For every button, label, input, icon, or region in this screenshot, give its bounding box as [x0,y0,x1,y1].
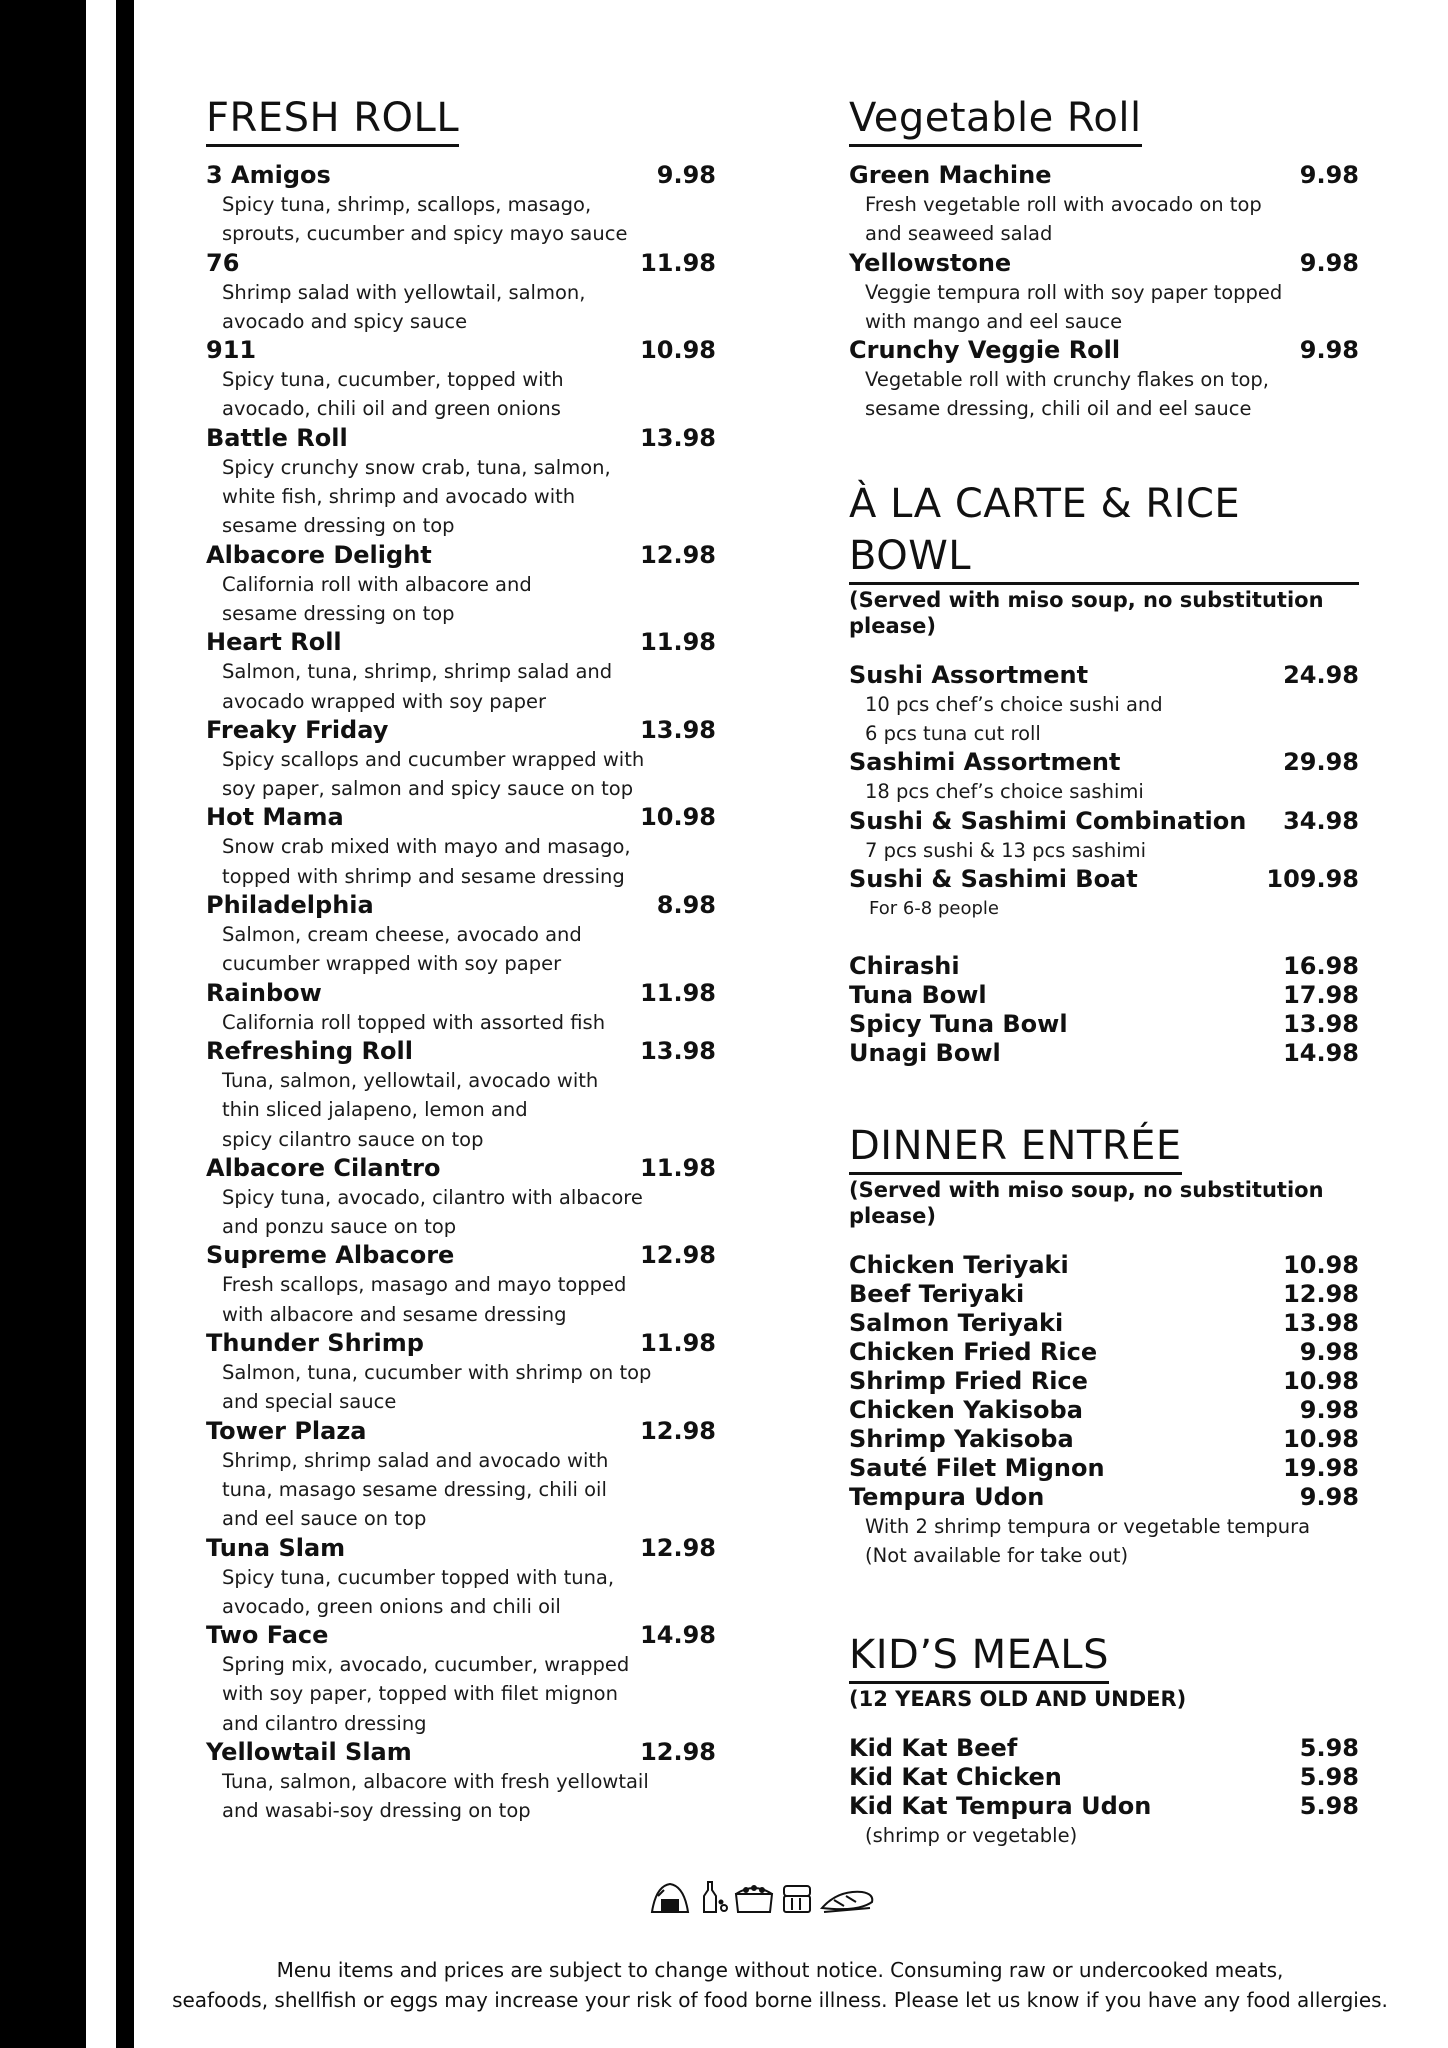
menu-item-description: tuna, masago sesame dressing, chili oil [222,1477,607,1501]
menu-item-description: avocado wrapped with soy paper [222,689,546,713]
menu-item-description: avocado and spicy sauce [222,309,468,333]
menu-item-row [206,541,716,570]
menu-item-name: Crunchy Veggie Roll [849,336,1121,365]
menu-item-price: 109.98 [1266,864,1359,893]
spacer [849,424,1359,478]
menu-item [206,1241,716,1329]
menu-item-price: 10.98 [640,336,716,365]
menu-item-name: Shrimp Fried Rice [849,1366,1088,1395]
spacer [849,1068,1359,1120]
menu-item-name: Kid Kat Tempura Udon [849,1791,1152,1820]
left-column [206,92,716,1826]
menu-item-row [849,1309,1359,1338]
menu-item [206,1037,716,1154]
menu-item-price: 13.98 [1283,1308,1359,1337]
fresh-roll-list [206,161,716,1826]
menu-item [206,249,716,337]
menu-item [849,1425,1359,1454]
kids-meals-header [849,1629,1359,1712]
menu-item-row [849,1763,1359,1792]
menu-item-row [206,1037,716,1066]
menu-item-description: Shrimp, shrimp salad and avocado with [222,1448,609,1472]
menu-item-row [849,981,1359,1010]
menu-item-description: avocado, green onions and chili oil [222,1594,561,1618]
menu-item [206,716,716,804]
menu-item [206,336,716,424]
menu-item-name: Refreshing Roll [206,1036,413,1065]
menu-item-note: For 6-8 people [869,897,999,919]
menu-item-row [849,1734,1359,1763]
menu-item-name: Chicken Fried Rice [849,1337,1098,1366]
menu-item-description: sprouts, cucumber and spicy mayo sauce [222,222,628,246]
kids-meals-list [849,1734,1359,1850]
fresh-roll-title: FRESH ROLL [206,92,459,147]
menu-item-description: Spicy tuna, shrimp, scallops, masago, [222,193,592,216]
menu-item [849,748,1359,806]
menu-item-name: Thunder Shrimp [206,1329,424,1358]
soy-sauce-bottle-icon [704,1882,727,1912]
menu-item-price: 11.98 [640,978,716,1007]
kids-meals-title: KID’S MEALS [849,1629,1109,1684]
decorative-left-stripe [0,0,86,2048]
menu-item-name: Beef Teriyaki [849,1279,1025,1308]
menu-item-row [849,161,1359,190]
vegetable-roll-title: Vegetable Roll [849,92,1142,147]
menu-item-price: 13.98 [640,423,716,452]
menu-item-description: soy paper, salmon and spicy sauce on top [222,777,634,801]
menu-item-name: Sushi & Sashimi Boat [849,864,1138,893]
menu-item [849,1734,1359,1763]
menu-item-row [206,336,716,365]
menu-item-price: 12.98 [1283,1279,1359,1308]
menu-item-name: Kid Kat Beef [849,1733,1018,1762]
menu-item-price: 9.98 [656,161,716,189]
menu-item-name: Heart Roll [206,628,342,657]
menu-item-price: 14.98 [640,1621,716,1650]
menu-item-description: avocado, chili oil and green onions [222,397,561,421]
menu-item-description: Salmon, tuna, shrimp, shrimp salad and [222,660,613,684]
menu-item-name: Spicy Tuna Bowl [849,1009,1068,1038]
menu-item-row [206,249,716,278]
menu-item [206,979,716,1037]
menu-item-price: 12.98 [640,540,716,569]
menu-item-name: Tower Plaza [206,1416,367,1445]
menu-item-name: Tempura Udon [849,1482,1045,1511]
food-icons-row [648,1878,918,1918]
menu-item [849,1483,1359,1571]
menu-item-name: Albacore Cilantro [206,1153,441,1182]
menu-item [206,541,716,629]
vegetable-roll-header [849,92,1359,147]
menu-item-row [206,891,716,920]
menu-item-description: Spicy tuna, avocado, cilantro with albacore [222,1185,643,1209]
menu-item-price: 14.98 [1283,1038,1359,1067]
menu-item-description: white fish, shrimp and avocado with [222,485,576,509]
menu-item [206,891,716,979]
menu-item-name: Unagi Bowl [849,1038,1001,1067]
bento-box-icon [784,1886,810,1912]
a-la-carte-sushi-list [849,661,1359,924]
menu-item [849,161,1359,249]
menu-item-row [849,661,1359,690]
menu-item-price: 12.98 [640,1241,716,1270]
menu-item-description: and cilantro dressing [222,1711,427,1735]
menu-item-description: sesame dressing on top [222,514,455,538]
menu-item-name: Yellowstone [849,248,1012,277]
spacer [849,1571,1359,1629]
menu-item-name: Tuna Slam [206,1533,346,1562]
menu-item-description: 10 pcs chef’s choice sushi and [865,692,1163,716]
menu-item-description: and eel sauce on top [222,1507,427,1531]
menu-item-description: with albacore and sesame dressing [222,1302,567,1326]
a-la-carte-subtitle: (Served with miso soup, no substitution please) [849,587,1324,638]
menu-item-row [849,249,1359,278]
menu-item-price: 13.98 [1283,1009,1359,1038]
menu-item-description: Spicy tuna, cucumber, topped with [222,368,564,392]
menu-item-price: 12.98 [640,1737,716,1766]
menu-item [849,865,1359,924]
menu-item-price: 13.98 [640,715,716,744]
food-icons-svg [648,1878,918,1918]
menu-item-row [206,1417,716,1446]
menu-item [849,1338,1359,1367]
menu-item [206,803,716,891]
menu-item-description: (shrimp or vegetable) [865,1823,1078,1847]
menu-item-price: 17.98 [1283,980,1359,1009]
menu-item-row [206,161,716,190]
onigiri-icon [652,1884,688,1912]
menu-item-name: Tuna Bowl [849,980,987,1009]
menu-item-price: 9.98 [1299,248,1359,277]
menu-item-price: 11.98 [640,1329,716,1358]
menu-item [849,249,1359,337]
menu-item-name: Philadelphia [206,891,374,920]
disclaimer-line: seafoods, shellfish or eggs may increase your risk of food borne illness. Please let us know if you have any food allergies. [172,1988,1388,2012]
dinner-entree-subtitle: (Served with miso soup, no substitution please) [849,1177,1324,1228]
menu-item-row [206,1329,716,1358]
menu-item-name: 911 [206,336,257,365]
menu-item-description: sesame dressing on top [222,601,455,625]
menu-item-price: 9.98 [1299,1482,1359,1511]
menu-item-row [849,952,1359,981]
menu-item-row [206,424,716,453]
menu-item-description: thin sliced jalapeno, lemon and [222,1098,528,1122]
menu-item [849,1039,1359,1068]
menu-item-price: 29.98 [1283,748,1359,777]
menu-item-name: 3 Amigos [206,161,331,189]
menu-item-price: 11.98 [640,248,716,277]
menu-item-price: 9.98 [1299,1337,1359,1366]
menu-item [849,1792,1359,1850]
menu-item [849,1454,1359,1483]
menu-item-description: Spicy tuna, cucumber topped with tuna, [222,1565,615,1589]
menu-item-description: sesame dressing, chili oil and eel sauce [865,397,1252,421]
menu-item [849,952,1359,981]
menu-item-price: 5.98 [1299,1791,1359,1820]
a-la-carte-title: À LA CARTE & RICE BOWL [849,478,1359,585]
menu-item [206,628,716,716]
menu-item-name: Sushi & Sashimi Combination [849,806,1247,835]
menu-item-name: Chicken Teriyaki [849,1250,1069,1279]
menu-item-price: 5.98 [1299,1733,1359,1762]
menu-item-description: Salmon, tuna, cucumber with shrimp on top [222,1361,652,1385]
menu-item-name: Shrimp Yakisoba [849,1424,1074,1453]
menu-item-row [206,628,716,657]
menu-item-name: Salmon Teriyaki [849,1308,1064,1337]
menu-item-description: Fresh vegetable roll with avocado on top [865,193,1262,216]
menu-item-row [849,865,1359,894]
menu-item [849,336,1359,424]
menu-item-description: (Not available for take out) [865,1544,1129,1568]
menu-item-price: 10.98 [1283,1366,1359,1395]
decorative-right-stripe [116,0,134,2048]
menu-item [849,981,1359,1010]
menu-item-description: California roll with albacore and [222,572,532,596]
menu-item-name: Chirashi [849,951,960,980]
menu-item-description: 18 pcs chef’s choice sashimi [865,780,1144,804]
menu-item-name: Sauté Filet Mignon [849,1453,1105,1482]
menu-item-price: 8.98 [656,891,716,920]
a-la-carte-header [849,478,1359,639]
menu-item-price: 16.98 [1283,951,1359,980]
menu-item [206,1417,716,1534]
decorative-stripe-gap [86,0,116,2048]
disclaimer-line: Menu items and prices are subject to change without notice. Consuming raw or undercooked meats, [276,1958,1284,1982]
menu-item [206,1154,716,1242]
menu-item [206,424,716,541]
menu-item-name: Yellowtail Slam [206,1737,412,1766]
menu-item-description: Tuna, salmon, albacore with fresh yellowtail [222,1769,649,1793]
menu-item-description: with mango and eel sauce [865,309,1123,333]
menu-item-row [849,1039,1359,1068]
right-column [849,92,1359,1850]
menu-item [849,1309,1359,1338]
menu-item-price: 12.98 [640,1533,716,1562]
menu-item-row [849,748,1359,777]
menu-item [849,1010,1359,1039]
menu-item-row [849,1338,1359,1367]
menu-item-description: California roll topped with assorted fish [222,1010,606,1034]
menu-item [849,1367,1359,1396]
menu-item-row [849,1010,1359,1039]
menu-item-name: 76 [206,248,240,277]
menu-item-description: With 2 shrimp tempura or vegetable tempura [865,1514,1311,1538]
menu-item-price: 34.98 [1283,806,1359,835]
menu-item-row [206,716,716,745]
menu-item-row [849,807,1359,836]
menu-item-description: Spring mix, avocado, cucumber, wrapped [222,1653,630,1677]
kids-meals-subtitle: (12 YEARS OLD AND UNDER) [849,1686,1187,1711]
menu-item-row [206,979,716,1008]
menu-item-price: 19.98 [1283,1453,1359,1482]
menu-item [206,1534,716,1622]
menu-item-description: and ponzu sauce on top [222,1215,457,1239]
menu-item [206,161,716,249]
menu-item-row [849,1454,1359,1483]
rice-bowl-icon [736,1886,772,1912]
menu-item-price: 24.98 [1283,660,1359,689]
menu-item-name: Freaky Friday [206,715,389,744]
menu-item-description: and wasabi-soy dressing on top [222,1799,531,1823]
menu-item [206,1329,716,1417]
menu-item-row [849,1792,1359,1821]
menu-item-price: 9.98 [1299,1395,1359,1424]
menu-item-description: topped with shrimp and sesame dressing [222,864,625,888]
menu-item [849,1251,1359,1280]
fresh-roll-header [206,92,716,147]
menu-item-description: 7 pcs sushi & 13 pcs sashimi [865,838,1147,862]
menu-item-description: Snow crab mixed with mayo and masago, [222,835,631,859]
menu-item-row [849,1280,1359,1309]
menu-item [849,807,1359,865]
dinner-entree-header [849,1120,1359,1229]
menu-item [849,1396,1359,1425]
menu-item-row [849,1251,1359,1280]
menu-item-row [206,1154,716,1183]
menu-item [206,1738,716,1826]
menu-item-row [206,803,716,832]
a-la-carte-bowl-list [849,952,1359,1068]
menu-item-description: 6 pcs tuna cut roll [865,722,1041,746]
menu-item [206,1621,716,1738]
menu-item-price: 9.98 [1299,336,1359,365]
disclaimer [160,1955,1400,2015]
menu-item-description: Tuna, salmon, yellowtail, avocado with [222,1068,599,1092]
menu-item-price: 11.98 [640,628,716,657]
menu-item-description: Vegetable roll with crunchy flakes on top, [865,368,1270,392]
menu-item-name: Sashimi Assortment [849,748,1121,777]
menu-item-name: Rainbow [206,978,322,1007]
menu-item-name: Battle Roll [206,423,348,452]
menu-item-description: Spicy crunchy snow crab, tuna, salmon, [222,455,611,479]
menu-item-row [849,1367,1359,1396]
menu-item-row [849,1425,1359,1454]
menu-item-description: cucumber wrapped with soy paper [222,952,562,976]
sushi-nigiri-icon [822,1892,872,1912]
menu-item-row [849,1396,1359,1425]
menu-item-description: with soy paper, topped with filet mignon [222,1682,618,1706]
menu-item-name: Hot Mama [206,803,344,832]
menu-item-description: Salmon, cream cheese, avocado and [222,923,582,947]
menu-item-price: 10.98 [1283,1424,1359,1453]
vegetable-roll-list [849,161,1359,424]
menu-item-name: Supreme Albacore [206,1241,455,1270]
menu-item [849,1763,1359,1792]
menu-item-row [849,1483,1359,1512]
menu-item-name: Kid Kat Chicken [849,1762,1062,1791]
menu-item-price: 11.98 [640,1153,716,1182]
menu-item-price: 9.98 [1299,161,1359,189]
dinner-entree-title: DINNER ENTRÉE [849,1120,1182,1175]
menu-item-price: 13.98 [640,1036,716,1065]
menu-item-row [206,1534,716,1563]
menu-item-description: Spicy scallops and cucumber wrapped with [222,747,645,771]
menu-item-row [206,1738,716,1767]
menu-item-description: and special sauce [222,1390,397,1414]
menu-item-price: 12.98 [640,1416,716,1445]
menu-item-name: Two Face [206,1621,329,1650]
menu-item [849,661,1359,749]
menu-item-price: 10.98 [1283,1250,1359,1279]
menu-item-description: and seaweed salad [865,222,1053,246]
menu-item [849,1280,1359,1309]
menu-item-description: Shrimp salad with yellowtail, salmon, [222,280,586,304]
spacer [849,924,1359,952]
menu-item-description: spicy cilantro sauce on top [222,1127,484,1151]
menu-item-row [206,1621,716,1650]
menu-item-name: Green Machine [849,161,1052,189]
menu-item-description: Fresh scallops, masago and mayo topped [222,1273,627,1297]
menu-item-row [849,336,1359,365]
menu-item-price: 10.98 [640,803,716,832]
menu-item-description: Veggie tempura roll with soy paper topped [865,280,1283,304]
menu-item-name: Sushi Assortment [849,660,1089,689]
menu-item-name: Chicken Yakisoba [849,1395,1083,1424]
menu-item-price: 5.98 [1299,1762,1359,1791]
dinner-entree-list [849,1251,1359,1571]
menu-item-name: Albacore Delight [206,540,432,569]
menu-item-row [206,1241,716,1270]
